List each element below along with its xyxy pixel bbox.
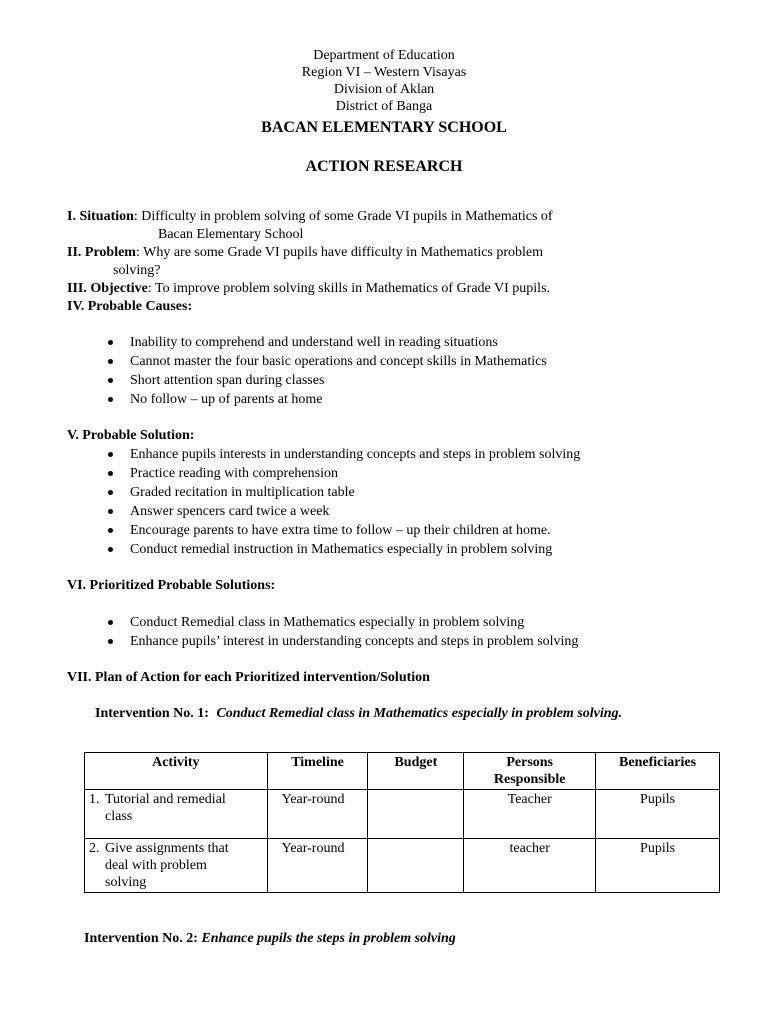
letterhead <box>0 47 768 115</box>
plan-table <box>84 752 720 893</box>
table-row <box>85 790 720 839</box>
problem-text-cont: solving? <box>113 263 161 278</box>
list-item: Enhance pupils’ interest in understanding concepts and steps in problem solving <box>106 632 578 651</box>
intervention-1-label: Intervention No. 1: <box>95 706 209 721</box>
activity-text-cont: class <box>105 809 133 824</box>
table-row <box>85 839 720 893</box>
solution-heading: V. Probable Solution: <box>67 428 195 443</box>
school-name: BACAN ELEMENTARY SCHOOL <box>261 119 507 136</box>
activity-text: Give assignments that <box>105 841 229 856</box>
activity-text: Tutorial and remedial <box>105 792 226 807</box>
activity-text-cont: solving <box>105 875 147 890</box>
objective-line <box>67 280 550 298</box>
list-item: Short attention span during classes <box>106 371 547 390</box>
beneficiaries-header: Beneficiaries <box>596 753 720 790</box>
beneficiaries-cell: Pupils <box>596 790 720 839</box>
budget-cell <box>368 790 464 839</box>
persons-cell: Teacher <box>464 790 596 839</box>
list-item: Enhance pupils interests in understanding concepts and steps in problem solving <box>106 445 580 464</box>
situation-text-cont: Bacan Elementary School <box>158 227 304 242</box>
list-item: Conduct Remedial class in Mathematics especially in problem solving <box>106 613 578 632</box>
activity-cell <box>85 790 268 839</box>
causes-heading: IV. Probable Causes: <box>67 299 193 314</box>
timeline-header: Timeline <box>267 753 368 790</box>
prioritized-heading: VI. Prioritized Probable Solutions: <box>67 578 276 593</box>
timeline-cell: Year-round <box>267 790 368 839</box>
persons-header <box>464 753 596 790</box>
list-item: Encourage parents to have extra time to follow – up their children at home. <box>106 521 580 540</box>
list-item: Graded recitation in multiplication table <box>106 483 580 502</box>
timeline-cell: Year-round <box>267 839 368 893</box>
budget-cell <box>368 839 464 893</box>
document-title: ACTION RESEARCH <box>305 158 463 175</box>
row-number: 1. <box>89 792 100 807</box>
situation-line <box>67 208 553 226</box>
situation-label: I. Situation <box>67 209 134 224</box>
list-item: Answer spencers card twice a week <box>106 502 580 521</box>
list-item: Cannot master the four basic operations and concept skills in Mathematics <box>106 352 547 371</box>
intervention-2-label: Intervention No. 2: <box>84 931 198 946</box>
intervention-1-text: Conduct Remedial class in Mathematics especially in problem solving. <box>216 706 623 721</box>
list-item: Conduct remedial instruction in Mathematics especially in problem solving <box>106 540 580 559</box>
list-item: Inability to comprehend and understand well in reading situations <box>106 333 547 352</box>
activity-text-cont: deal with problem <box>105 858 207 873</box>
solution-list <box>106 445 580 559</box>
causes-list <box>106 333 547 409</box>
table-header-row <box>85 753 720 790</box>
region-line: Region VI – Western Visayas <box>301 65 467 80</box>
prioritized-list <box>106 613 578 651</box>
activity-header: Activity <box>85 753 268 790</box>
objective-text: : To improve problem solving skills in Mathematics of Grade VI pupils. <box>147 281 551 296</box>
activity-cell <box>85 839 268 893</box>
plan-heading: VII. Plan of Action for each Prioritized intervention/Solution <box>67 670 430 685</box>
objective-label: III. Objective <box>67 281 148 296</box>
list-item: Practice reading with comprehension <box>106 464 580 483</box>
intervention-1 <box>95 705 622 723</box>
intervention-2 <box>84 930 456 948</box>
district-line: District of Banga <box>335 99 433 114</box>
problem-text: : Why are some Grade VI pupils have difficulty in Mathematics problem <box>135 245 544 260</box>
row-number: 2. <box>89 841 100 856</box>
situation-text: : Difficulty in problem solving of some Grade VI pupils in Mathematics of <box>133 209 553 224</box>
beneficiaries-cell: Pupils <box>596 839 720 893</box>
persons-header-line1: Persons <box>506 755 554 770</box>
problem-label: II. Problem <box>67 245 136 260</box>
intervention-2-text: Enhance pupils the steps in problem solving <box>201 931 456 946</box>
persons-cell: teacher <box>464 839 596 893</box>
budget-header: Budget <box>368 753 464 790</box>
problem-line <box>67 244 543 262</box>
list-item: No follow – up of parents at home <box>106 390 547 409</box>
department-line: Department of Education <box>313 48 455 63</box>
persons-header-line2: Responsible <box>493 772 566 787</box>
division-line: Division of Aklan <box>333 82 435 97</box>
